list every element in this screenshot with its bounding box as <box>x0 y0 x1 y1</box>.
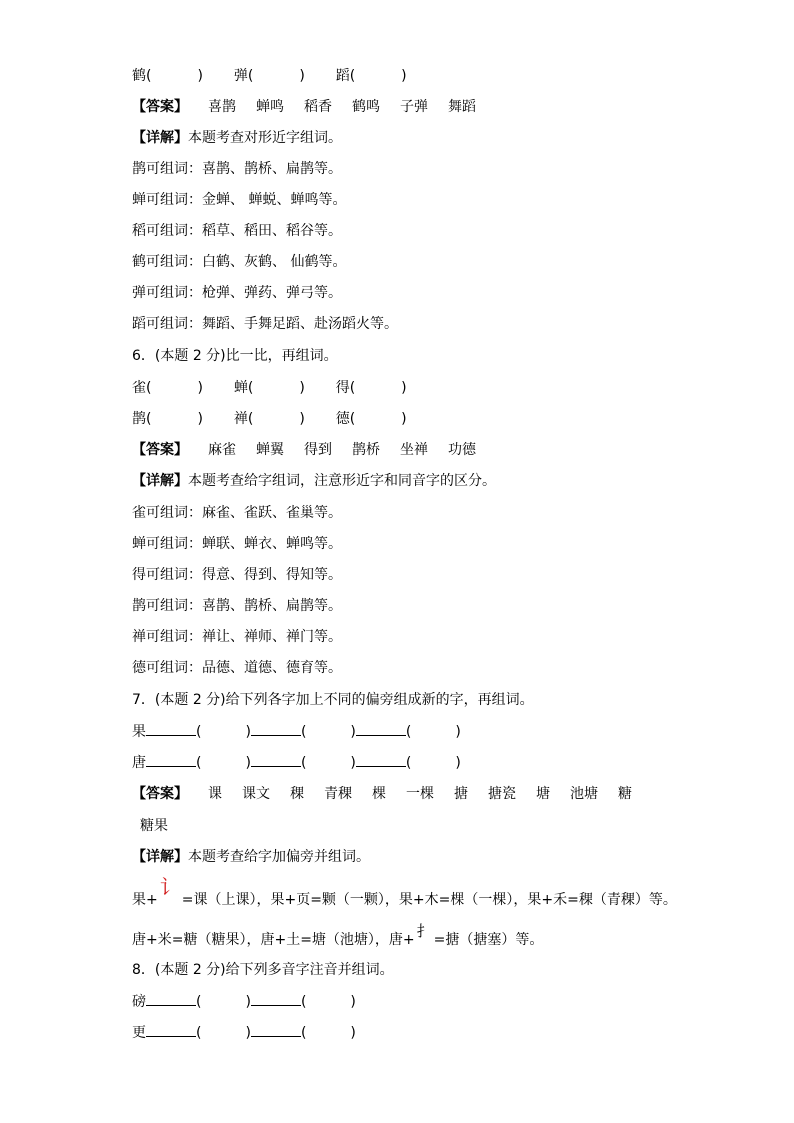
q5-detail <box>132 128 342 148</box>
answer-item: 课文 <box>242 786 270 802</box>
detail-item: 雀可组词：麻雀、雀跃、雀巢等。 <box>132 505 342 521</box>
detail-label: 【详解】 <box>132 473 188 489</box>
answer-item: 功德 <box>448 442 476 458</box>
answer-item: 坐禅 <box>400 442 428 458</box>
answer-item: 稞 <box>290 786 304 802</box>
char: 蹈 <box>335 68 350 84</box>
char: 磅 <box>132 994 146 1010</box>
radical-hand-glyph: 扌 <box>416 922 432 940</box>
q6-detail <box>132 471 496 491</box>
q6-row2: 鹊( ) 禅( ) 德( ) <box>132 411 407 427</box>
detail-label: 【详解】 <box>132 849 188 865</box>
answer-item: 课 <box>208 786 222 802</box>
detail-label: 【详解】 <box>132 130 188 146</box>
answer-item: 子弹 <box>400 99 428 115</box>
q8-row2: 更 ( ) ( ) <box>132 1025 356 1041</box>
q7-detail <box>132 847 370 867</box>
answer-item: 鹤鸣 <box>352 99 380 115</box>
q7-row2: 唐 ( ) ( ) ( ) <box>132 755 461 771</box>
answer-label: 【答案】 <box>132 99 188 115</box>
detail-item: 稻可组词：稻草、稻田、稻谷等。 <box>132 223 342 239</box>
detail-item: 德可组词：品德、道德、德育等。 <box>132 660 342 676</box>
detail-item: 蹈可组词：舞蹈、手舞足蹈、赴汤蹈火等。 <box>132 316 398 332</box>
char: 蝉 <box>233 380 248 396</box>
q7-detail-line-b <box>132 922 544 950</box>
answer-item: 棵 <box>372 786 386 802</box>
char: 更 <box>132 1025 146 1041</box>
q8-row1: 磅 ( ) ( ) <box>132 994 356 1010</box>
char: 鹊 <box>132 411 146 427</box>
char: 德 <box>335 411 350 427</box>
detail-text: 本题考查给字加偏旁并组词。 <box>188 849 370 865</box>
answer-item: 蝉鸣 <box>256 99 284 115</box>
text: 唐+米=糖（糖果），唐+土=塘（池塘），唐+ <box>132 932 415 948</box>
answer-item: 蝉翼 <box>256 442 284 458</box>
radical-speech-glyph: 讠 <box>159 875 180 899</box>
question-title: 7．(本题 2 分)给下列各字加上不同的偏旁组成新的字，再组词。 <box>132 692 534 708</box>
text: =搪（搪塞）等。 <box>433 932 544 948</box>
answer-item: 舞蹈 <box>448 99 476 115</box>
answer-label: 【答案】 <box>132 786 188 802</box>
answer-item: 塘 <box>536 786 550 802</box>
answer-item: 一棵 <box>406 786 434 802</box>
q7-detail-line-a <box>132 875 677 910</box>
detail-item: 得可组词：得意、得到、得知等。 <box>132 567 342 583</box>
char: 得 <box>335 380 350 396</box>
answer-item: 搪 <box>454 786 468 802</box>
answer-item: 鹊桥 <box>352 442 380 458</box>
detail-item: 鹊可组词：喜鹊、鹊桥、扁鹊等。 <box>132 161 342 177</box>
char: 禅 <box>233 411 248 427</box>
detail-item: 蝉可组词：蝉联、蝉衣、蝉鸣等。 <box>132 536 342 552</box>
answer-item: 搪瓷 <box>488 786 516 802</box>
char: 果 <box>132 724 146 740</box>
char: 弹 <box>233 68 248 84</box>
q7-row1: 果 ( ) ( ) ( ) <box>132 724 461 740</box>
text: 果+ <box>132 892 158 908</box>
char: 雀 <box>132 380 146 396</box>
detail-item: 弹可组词：枪弹、弹药、弹弓等。 <box>132 285 342 301</box>
answer-item: 池塘 <box>570 786 598 802</box>
answer-item: 糖果 <box>140 818 168 834</box>
detail-item: 鹤可组词：白鹤、灰鹤、 仙鹤等。 <box>132 254 347 270</box>
char: 唐 <box>132 755 146 771</box>
answer-label: 【答案】 <box>132 442 188 458</box>
q5-last-row: 鹤( ) 弹( ) 蹈( ) <box>132 68 407 84</box>
detail-item: 蝉可组词：金蝉、 蝉蜕、蝉鸣等。 <box>132 192 347 208</box>
char: 鹤 <box>132 68 146 84</box>
q5-answer <box>132 97 476 117</box>
detail-text: 本题考查给字组词，注意形近字和同音字的区分。 <box>188 473 496 489</box>
q6-row1: 雀( ) 蝉( ) 得( ) <box>132 380 407 396</box>
answer-item: 糖 <box>618 786 632 802</box>
detail-item: 禅可组词：禅让、禅师、禅门等。 <box>132 629 342 645</box>
answer-item: 青稞 <box>324 786 352 802</box>
answer-item: 得到 <box>304 442 332 458</box>
detail-text: 本题考查对形近字组词。 <box>188 130 342 146</box>
question-title: 8．(本题 2 分)给下列多音字注音并组词。 <box>132 962 394 978</box>
question-title: 6．(本题 2 分)比一比，再组词。 <box>132 348 338 364</box>
answer-item: 喜鹊 <box>208 99 236 115</box>
q7-answer <box>132 784 632 804</box>
answer-item: 麻雀 <box>208 442 236 458</box>
detail-item: 鹊可组词：喜鹊、鹊桥、扁鹊等。 <box>132 598 342 614</box>
text: =课（上课），果+页=颗（一颗），果+木=棵（一棵），果+禾=稞（青稞）等。 <box>181 892 677 908</box>
answer-item: 稻香 <box>304 99 332 115</box>
q6-answer <box>132 440 476 460</box>
